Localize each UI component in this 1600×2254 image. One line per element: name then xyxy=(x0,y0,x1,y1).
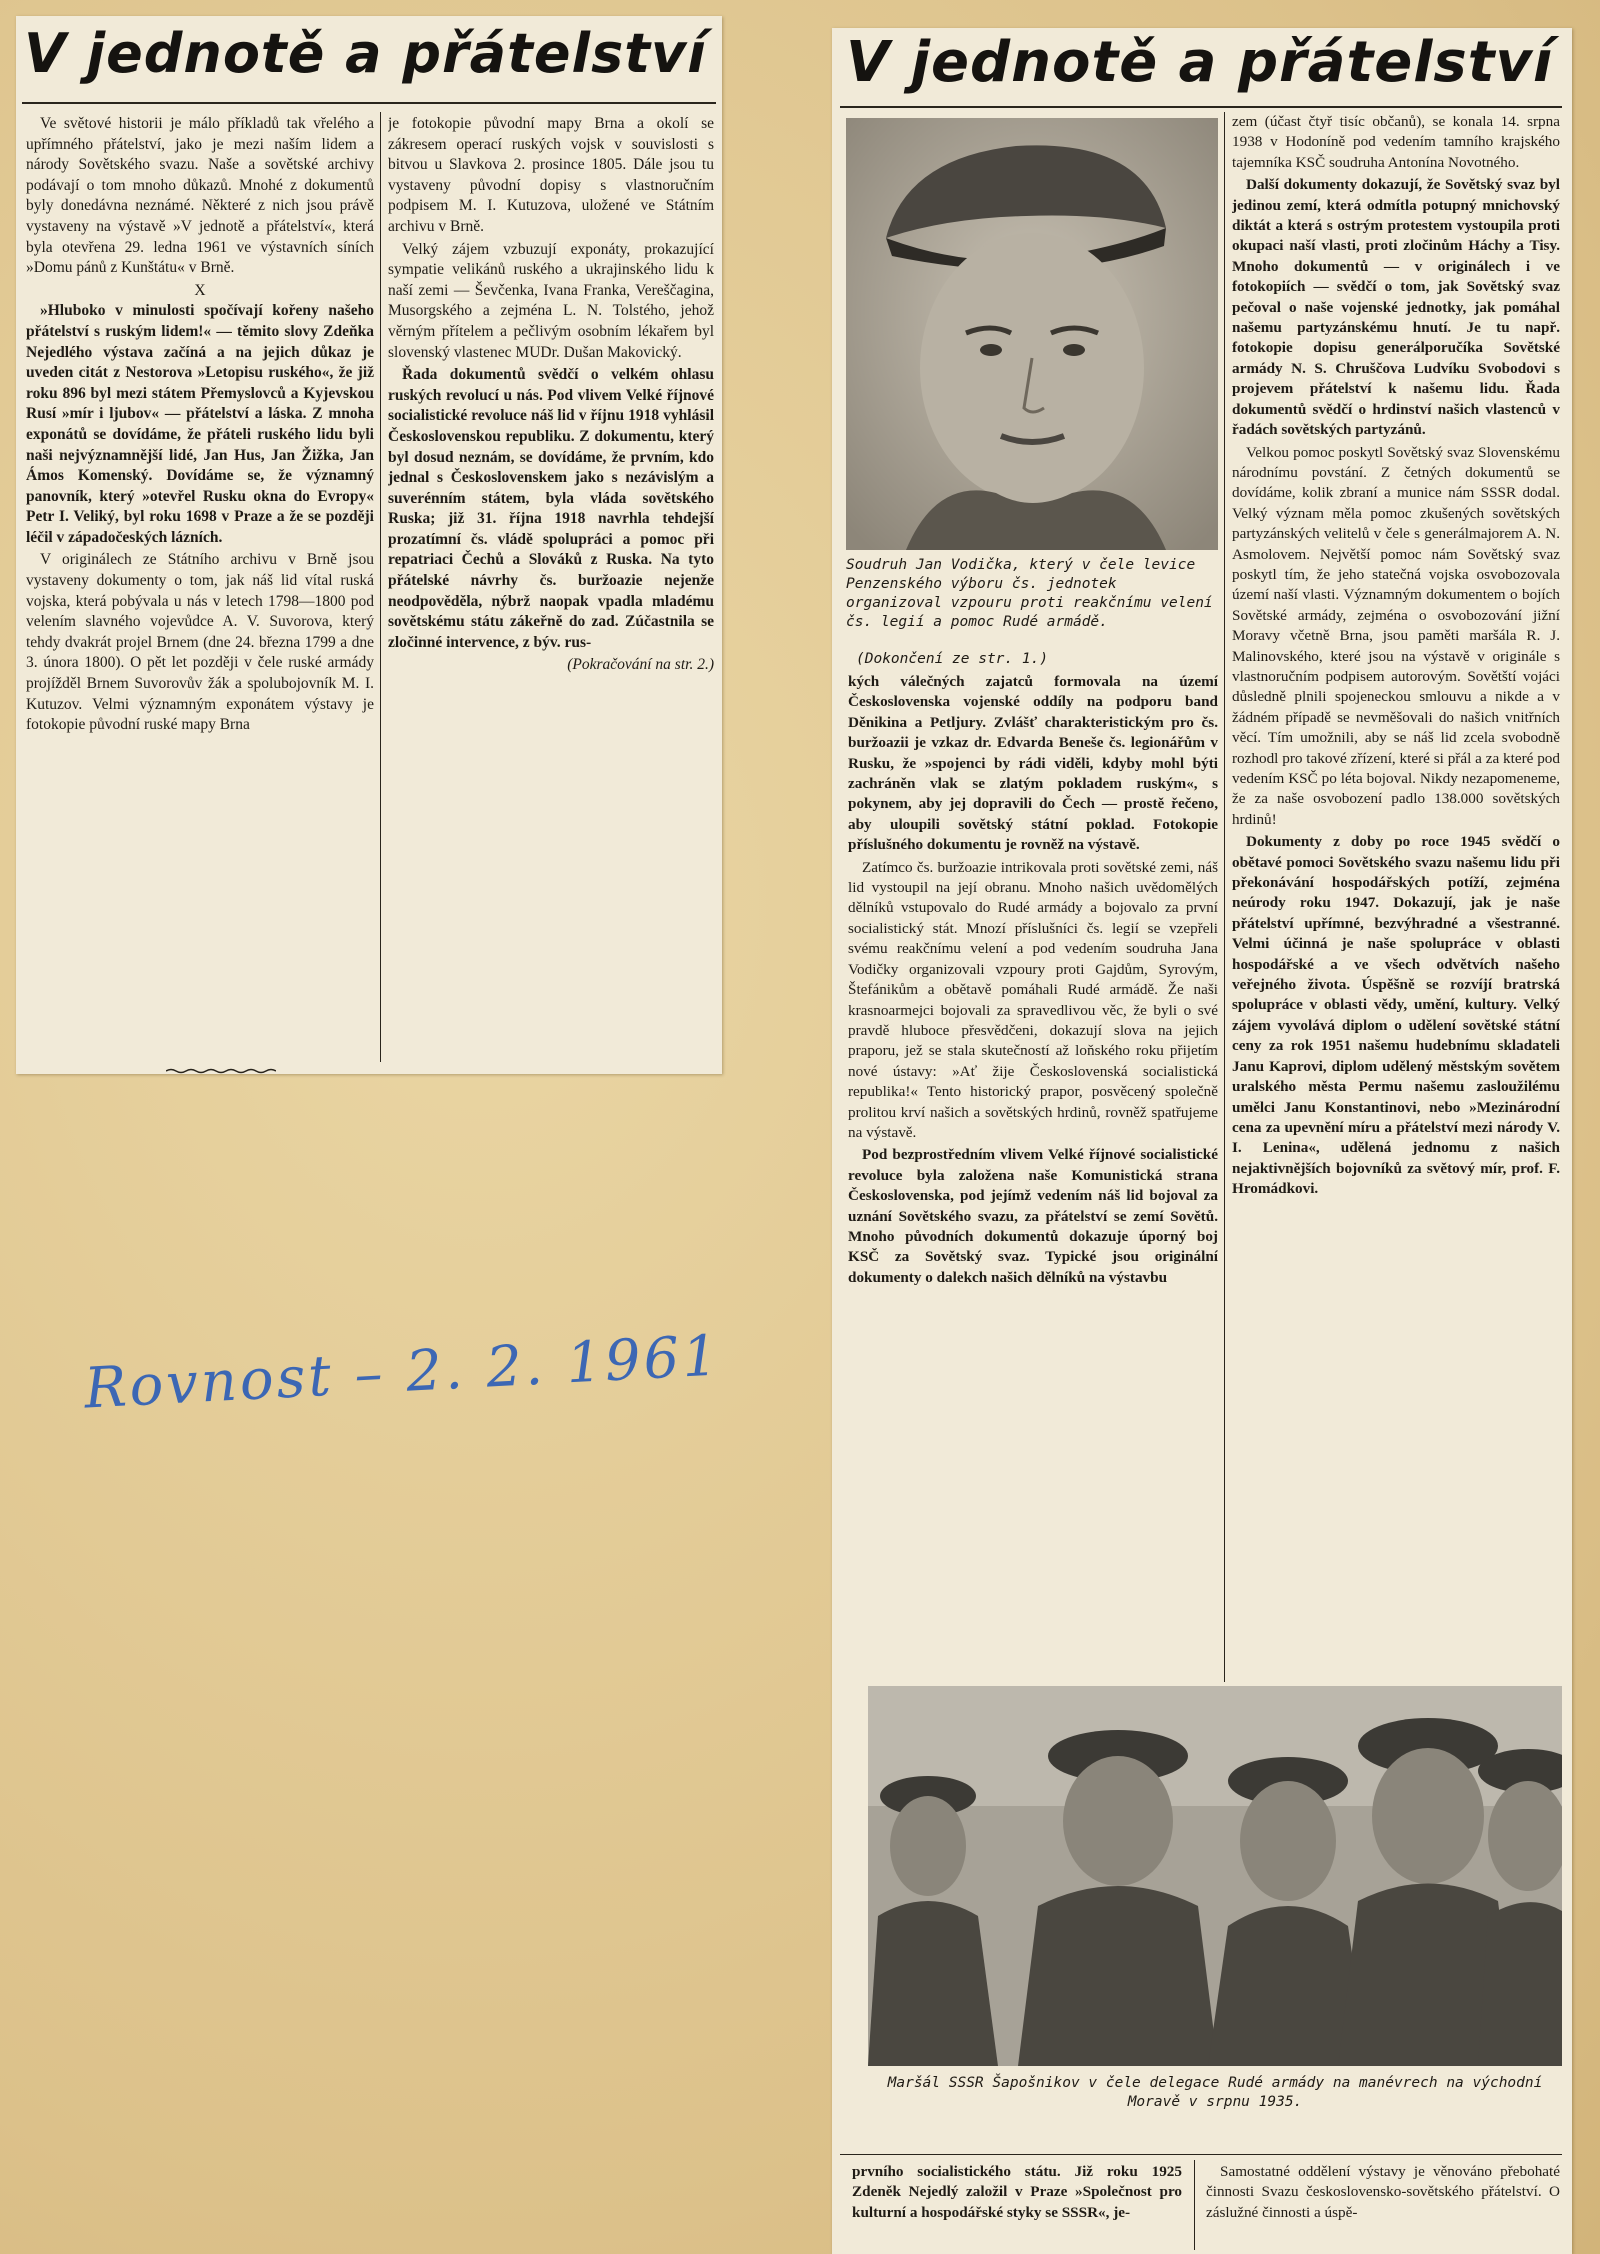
photo-caption: Maršál SSSR Šapošnikov v čele delegace Rudé armády na manévrech na východní Moravě v srpnu 1935. xyxy=(887,2075,1543,2110)
article-paragraph: Samostatné oddělení výstavy je věnováno přebohaté činnosti Svazu československo-sovětského přátelství. O záslužné činnosti a úspě- xyxy=(1206,2163,1560,2221)
section-rule xyxy=(840,2154,1562,2155)
article-paragraph: Řada dokumentů svědčí o velkém ohlasu ruských revolucí u nás. Pod vlivem Velké říjnové socialistické revoluce náš lid v říjnu 1918 vyhlásil Československou republiku. Z dokumentu, který byl dosud neznám, se dovídáme, že prvním, kdo jednal s Československem jako s nezávislým a suverénním státem, byla vláda sovětského Ruska; již 31. října 1918 navrhla tehdejší prozatímní čs. vládě spolupráci a pomoc při repatriaci Čechů a Slováků z Ruska. Na tyto přátelské návrhy čs. buržoazie nejenže neodpověděla, nýbrž naopak vpadla mladému sovětskému státu zákeřně do zad. Zúčastnila se zločinné intervence, z býv. rus- xyxy=(388,366,714,651)
article-column-2 xyxy=(388,114,714,904)
article-paragraph: »Hluboko v minulosti spočívají kořeny našeho přátelství s ruským lidem!« — těmito slovy Zdeňka Nejedlého výstava začíná a na jejich důkaz je uveden citát z Nestorova »Letopisu ruského«, že již roku 896 byl mezi státem Přemyslovců a Kyjevskou Rusí »mír i ljubov« — přátelství a láska. Z mnoha exponátů se dovídáme, že přáteli ruského lidu byli naši nejvýznamnější lidé, Jan Hus, Jan Žižka, Jan Ámos Komenský. Dovídáme se, že významný panovník, který »otevřel Rusku okna do Evropy« Petr I. Veliký, byl roku 1698 v Praze a že se později léčil v západočeských lázních. xyxy=(26,302,374,546)
column-divider xyxy=(1194,2160,1195,2250)
article-paragraph: Dokumenty z doby po roce 1945 svědčí o obětavé pomoci Sovětského svazu našemu lidu při překonávání hospodářských potíží, zejména neúrody roku 1947. Dokazují, jak je naše přátelství upřímné, bezvýhradné a všestranné. Velmi účinná je naše spolupráce v oblasti hospodářské a ve všech odvětvích našeho veřejného života. Úspěšně se rozvíjí bratrská spolupráce v oblasti vědy, umění, kultury. Velký zájem vyvolává diplom o udělení sovětské státní ceny za rok 1951 našemu hudebnímu skladateli Janu Kaprovi, diplom udělený městským sovětem uralského města Permu našemu zasloužilému umělci Janu Konstantinovi, nebo »Mezinárodní cena za upevnění míru a přátelství mezi národy V. I. Lenina«, udělená jednomu z našich nejaktivnějších bojovníků za světový mír, prof. F. Hromádkovi. xyxy=(1232,833,1560,1198)
bottom-column-1 xyxy=(852,2162,1182,2248)
article-column-1 xyxy=(26,114,374,1066)
article-paragraph: Pod bezprostředním vlivem Velké říjnové socialistické revoluce byla založena naše Komunistická strana Československa, pod jejímž vedením náš lid bojoval za uznání Sovětského svazu, za přátelství se zemí Sovětů. Mnoho původních dokumentů dokazuje úporný boj KSČ za Sovětský svaz. Typické jsou originální dokumenty o dalekch našich dělníků na výstavbu xyxy=(848,1146,1218,1286)
article-paragraph: zem (účast čtyř tisíc občanů), se konala 14. srpna 1938 v Hodoníně pod vedením tamního krajského tajemníka KSČ soudruha Antonína Novotného. xyxy=(1232,113,1560,171)
ornament-rule xyxy=(166,1068,276,1074)
headline: V jednotě a přátelství xyxy=(24,22,707,85)
article-paragraph: V originálech ze Státního archivu v Brně jsou vystaveny dokumenty o tom, jak náš lid vítal ruská vojska, která pobývala u nás v letech 1798—1800 pod velením slavného vojevůdce A. V. Suvorova, který tehdy dvakrát projel Brnem (dne 24. března 1799 a dne 3. února 1800). O pět let později v čele ruské armády projížděl Brnem Suvorovův žák a spolubojovník M. I. Kutuzov. Velmi významným exponátem výstavy je fotokopie původní ruské mapy Brna xyxy=(26,551,374,734)
article-paragraph: Další dokumenty dokazují, že Sovětský svaz byl jedinou zemí, která odmítla potupný mnichovský diktát a která s ostrým protestem vystoupila proti okupaci naší vlasti, proti zločinům Háchy a Tisy. Mnoho dokumentů — v originálech i ve fotokopiích — svědčí o tom, jak Sovětský svaz pečoval o naše vojenské jednotky, jak pomáhal našemu partyzánskému hnutí. Je tu např. fotokopie dopisu generálporučíka Sovětské armády N. S. Chruščova Ludvíku Svobodovi s projevem přátelství k našemu lidu. Řada dokumentů svědčí o hrdinství našich vlastenců v řadách sovětských partyzánů. xyxy=(1232,176,1560,439)
headline-rule xyxy=(22,102,716,104)
article-paragraph: Velký zájem vzbuzují exponáty, prokazující sympatie velikánů ruského a ukrajinského lidu k naší zemi — Ševčenka, Ivana Franka, Vereščagina, Musorgského a zejména L. N. Tolstého, jehož věrným přítelem a pečlivým osobním lékařem byl slovenský vlastenec MUDr. Dušan Makovický. xyxy=(388,240,714,361)
article-paragraph: je fotokopie původní mapy Brna a okolí se zákresem operací ruských vojsk v souvislosti s bitvou u Slavkova 2. prosince 1805. Dále jsou tu vystaveny původní dopisy s vlastnoručním podpisem M. I. Kutuzova, uložené ve Státním archivu v Brně. xyxy=(388,115,714,235)
bottom-column-2 xyxy=(1206,2162,1560,2248)
column-divider xyxy=(1224,112,1225,1682)
article-paragraph: Velkou pomoc poskytl Sovětský svaz Slovenskému národnímu povstání. Z četných dokumentů se dovídáme, kolik zbraní a munice nám SSSR dodal. Velký význam měla pomoc zkušených sovětských partyzánských velitelů v čele s generálmajorem A. N. Asmolovem. Největší pomoc nám Sovětský svaz poskytl tím, že jeho statečná vojska osvobozovala území naší vlasti. Významným dokumentem o bojích Sovětské armády, zejména o osvobozování jižní Moravy včetně Brna, jsou paměti maršála R. J. Malinovského, které jsou na výstavě v originále s vlastnoručním podpisem autorovým. Sovětští vojáci důsledně plnili spojeneckou smlouvu a nikde a v žádném případě se nevměšovali do našich vnitřních věcí. Tím umožnili, aby se náš lid zcela svobodně rozhodl pro takové zřízení, které si přál a za které pod vedením KSČ po léta bojoval. Nikdy nezapomeneme, že za naše osvobození padlo 138.000 sovětských hrdinů! xyxy=(1232,443,1560,828)
article-paragraph: prvního socialistického státu. Již roku 1925 Zdeněk Nejedlý založil v Praze »Společnost pro kulturní a hospodářské styky se SSSR«, je- xyxy=(852,2163,1182,2221)
article-column-2 xyxy=(1232,112,1560,1686)
continued-from-note: (Dokončení ze str. 1.) xyxy=(856,651,1049,667)
handwritten-date-note: Rovnost – 2. 2. 1961 xyxy=(82,1323,723,1422)
article-clipping-right xyxy=(832,28,1572,2254)
article-clipping-left xyxy=(16,16,722,1074)
column-divider xyxy=(380,112,381,1062)
group-photo-red-army-delegation xyxy=(868,1686,1562,2066)
photo-caption: Soudruh Jan Vodička, který v čele levice Penzenského výboru čs. jednotek organizoval vzpouru proti reakčnímu velení čs. legií a pomoc Rudé armádě. xyxy=(846,557,1213,630)
section-separator: X xyxy=(194,281,206,299)
lead-paragraph: Ve světové historii je málo příkladů tak vřelého a upřímného přátelství, jako je mezi naším lidem a národy Sovětského svazu. Naše a sovětské archivy podávají o tom mnoho důkazů. Mnohé z dokumentů byly donedávna neznámé. Některé z nich jsou právě vystaveny na výstavě »V jednotě a přátelství«, která byla otevřena 29. ledna 1961 ve výstavních síních »Domu pánů z Kunštátu« v Brně. xyxy=(26,115,374,277)
article-column-1 xyxy=(848,672,1218,1680)
portrait-photo-jan-vodicka xyxy=(846,118,1218,550)
continuation-note: (Pokračování na str. 2.) xyxy=(567,656,714,674)
headline-rule xyxy=(840,106,1562,108)
article-paragraph: Zatímco čs. buržoazie intrikovala proti sovětské zemi, náš lid vystoupil na její obranu. Mnoho našich uvědomělých dělníků vstupovalo do Rudé armády a bojovalo za první socialistický stát. Mnozí příslušníci čs. legií se vzepřeli svému reakčnímu velení a pod vedením soudruha Jana Vodičky organizovali vzpoury proti Gajdům, Syrovým, Štefánikům a obětavě pomáhali Rudé armádě. Že naši krasnoarmejci bojovali za spravedlivou věc, že byli o své pravdě hluboce přesvědčeni, dokazují slova na jejich praporu, jež se stala skutečností až loňského roku přijetím nové ústavy: »Ať žije Československá socialistická republika!« Tento historický prapor, posvěcený společně prolitou krví našich a sovětských hrdinů, rovněž spatřujeme na výstavě. xyxy=(848,858,1218,1141)
article-paragraph: kých válečných zajatců formovala na území Československa vojenské oddíly na podporu band Děnikina a Petljury. Zvlášť charakteristickým pro čs. buržoazii je vzkaz dr. Edvarda Beneše čs. legionářům v Rusku, že »spojenci by rádi viděli, kdyby mohl býti zachráněn vlak se zlatým pokladem ruským«, s pokynem, aby jej dopravili do Čech — prostě řečeno, aby uloupili sovětský státní poklad. Fotokopie příslušného dokumentu je rovněž na výstavě. xyxy=(848,673,1218,854)
headline: V jednotě a přátelství xyxy=(846,30,1554,95)
